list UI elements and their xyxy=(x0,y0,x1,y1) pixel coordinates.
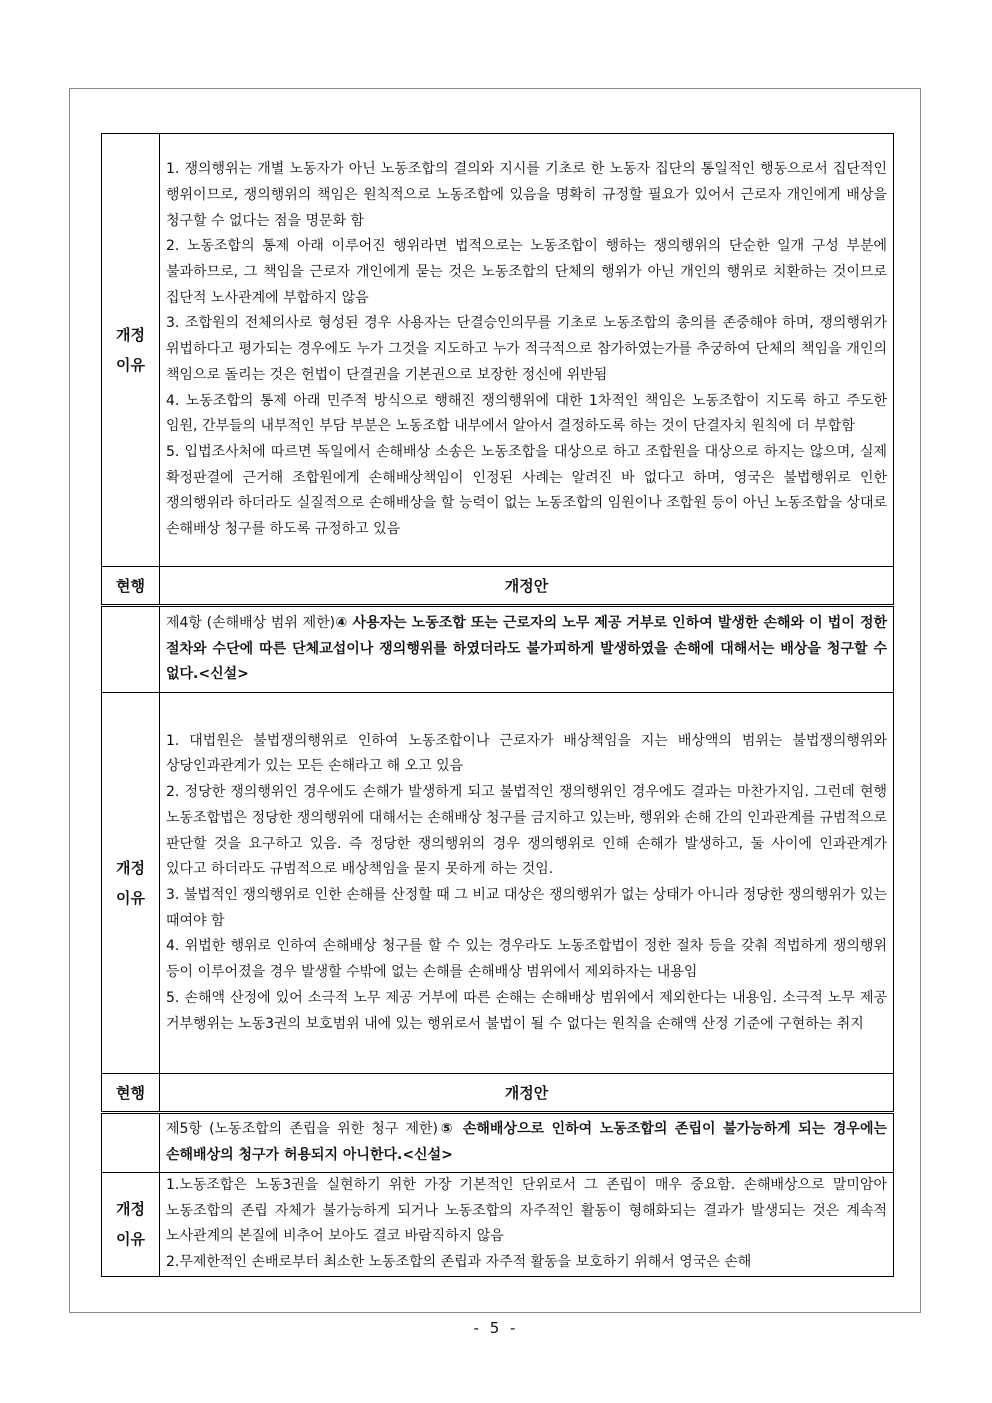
proposed-header: 개정안 xyxy=(160,1074,894,1113)
reason-label: 개정 이유 xyxy=(102,693,160,1074)
reason-row-2 xyxy=(102,693,894,1074)
reason-item: 1.노동조합은 노동3권을 실현하기 위한 가장 기본적인 단위로서 그 존립이 매우 중요함. 손해배상으로 말미암아 노동조합의 존립 자체가 불가능하게 되거나 노동조합의 자주적인 활동이 형해화되는 결과가 발생되는 것은 계속적 노사관계의 본질에 비추어 보아도 결코 바람직하지 않음 xyxy=(166,1177,887,1245)
amendment-5-prefix: 제5항 (노동조합의 존립을 위한 청구 제한) xyxy=(166,1121,438,1138)
reason-item: 1. 대법원은 불법쟁의행위로 인하여 노동조합이나 근로자가 배상책임을 지는 배상액의 범위는 불법쟁의행위와 상당인과관계가 있는 모든 손해라고 해 오고 있음 xyxy=(166,732,887,775)
reason-item: 1. 쟁의행위는 개별 노동자가 아닌 노동조합의 결의와 지시를 기초로 한 노동자 집단의 통일적인 행동으로서 집단적인 행위이므로, 쟁의행위의 책임은 원칙적으로 노동조합에 있음을 명확히 규정할 필요가 있어서 근로자 개인에게 배상을 청구할 수 없다는 점을 명문화 함 xyxy=(166,161,887,229)
amendment-4-prefix: 제4항 (손해배상 범위 제한) xyxy=(166,614,336,631)
amendment-5-bold: ⑤ 손해배상으로 인하여 노동조합의 존립이 불가능하게 되는 경우에는 손해배상의 청구가 허용되지 아니한다.<신설> xyxy=(166,1121,887,1163)
reason-item: 2. 정당한 쟁의행위인 경우에도 손해가 발생하게 되고 불법적인 쟁의행위인 경우에도 결과는 마찬가지임. 그런데 현행 노동조합법은 정당한 쟁의행위에 대해서는 손해배상 청구를 금지하고 있는바, 행위와 손해 간의 인과관계를 규범적으로 판단할 것을 요구하고 있음. 즉 정당한 쟁의행위의 경우 쟁의행위로 인해 손해가 발생하고, 둘 사이에 인과관계가 있다고 하더라도 규범적으로 배상책임을 묻지 못하게 하는 것임. xyxy=(166,784,887,878)
current-header: 현행 xyxy=(102,567,160,606)
page-number: - 5 - xyxy=(473,1319,519,1337)
current-cell xyxy=(102,606,160,693)
reason-content xyxy=(160,1173,894,1277)
reason-item: 2. 노동조합의 통제 아래 이루어진 행위라면 법적으로는 노동조합이 행하는 쟁의행위의 단순한 일개 구성 부분에 불과하므로, 그 책임을 근로자 개인에게 묻는 것은 노동조합의 단체의 행위가 아닌 개인의 행위로 치환하는 것이므로 집단적 노사관계에 부합하지 않음 xyxy=(166,238,887,306)
reason-item: 2.무제한적인 손배로부터 최소한 노동조합의 존립과 자주적 활동을 보호하기 위해서 영국은 손해 xyxy=(166,1254,752,1271)
reason-label: 개정 이유 xyxy=(102,1173,160,1277)
reason-row-3 xyxy=(102,1173,894,1277)
reason-content xyxy=(160,693,894,1074)
column-header-row-2 xyxy=(102,1074,894,1113)
amendment-4-text xyxy=(160,606,894,693)
reason-item: 3. 불법적인 쟁의행위로 인한 손해를 산정할 때 그 비교 대상은 쟁의행위가 없는 상태가 아니라 정당한 쟁의행위가 있는 때여야 함 xyxy=(166,887,887,929)
current-cell xyxy=(102,1113,160,1173)
amendment-row-5 xyxy=(102,1113,894,1173)
reason-item: 5. 손해액 산정에 있어 소극적 노무 제공 거부에 따른 손해는 손해배상 범위에서 제외한다는 내용임. 소극적 노무 제공 거부행위는 노동3권의 보호범위 내에 있는 행위로서 불법이 될 수 없다는 원칙을 손해액 산정 기준에 구현하는 취지 xyxy=(166,989,887,1032)
amendment-row-4 xyxy=(102,606,894,693)
reason-item: 5. 입법조사처에 따르면 독일에서 손해배상 소송은 노동조합을 대상으로 하고 조합원을 대상으로 하지는 않으며, 실제 확정판결에 근거해 조합원에게 손해배상책임이 인정된 사례는 알려진 바 없다고 하며, 영국은 불법행위로 인한 쟁의행위라 하더라도 실질적으로 손해배상을 할 능력이 없는 노동조합의 임원이나 조합원 등이 아닌 노동조합을 상대로 손해배상 청구를 하도록 규정하고 있음 xyxy=(166,443,887,538)
reason-item: 4. 위법한 행위로 인하여 손해배상 청구를 할 수 있는 경우라도 노동조합법이 정한 절차 등을 갖춰 적법하게 쟁의행위 등이 이루어졌을 경우 발생할 수밖에 없는 손해를 손해배상 범위에서 제외하자는 내용임 xyxy=(166,938,887,981)
amendment-5-text xyxy=(160,1113,894,1173)
reason-content xyxy=(160,134,894,567)
reason-label: 개정 이유 xyxy=(102,134,160,567)
amendment-4-bold: ④ 사용자는 노동조합 또는 근로자의 노무 제공 거부로 인하여 발생한 손해와 이 법이 정한 절차와 수단에 따른 단체교섭이나 쟁의행위를 하였더라도 불가피하게 발생하였을 손해에 대해서는 배상을 청구할 수 없다.<신설> xyxy=(166,614,887,683)
reason-item: 4. 노동조합의 통제 아래 민주적 방식으로 행해진 쟁의행위에 대한 1차적인 책임은 노동조합이 지도록 하고 주도한 임원, 간부들의 내부적인 부담 부분은 노동조합 내부에서 알아서 결정하도록 하는 것이 단결자치 원칙에 더 부합함 xyxy=(166,392,887,435)
current-header: 현행 xyxy=(102,1074,160,1113)
proposed-header: 개정안 xyxy=(160,567,894,606)
column-header-row-1 xyxy=(102,567,894,606)
amendment-table xyxy=(101,133,894,1277)
reason-row-1 xyxy=(102,134,894,567)
reason-item: 3. 조합원의 전체의사로 형성된 경우 사용자는 단결승인의무를 기초로 노동조합의 총의를 존중해야 하며, 쟁의행위가 위법하다고 평가되는 경우에도 누가 그것을 지도하고 누가 적극적으로 참가하였는가를 추궁하여 단체의 책임을 개인의 책임으로 돌리는 것은 헌법이 단결권을 기본권으로 보장한 정신에 위반됨 xyxy=(166,315,887,383)
